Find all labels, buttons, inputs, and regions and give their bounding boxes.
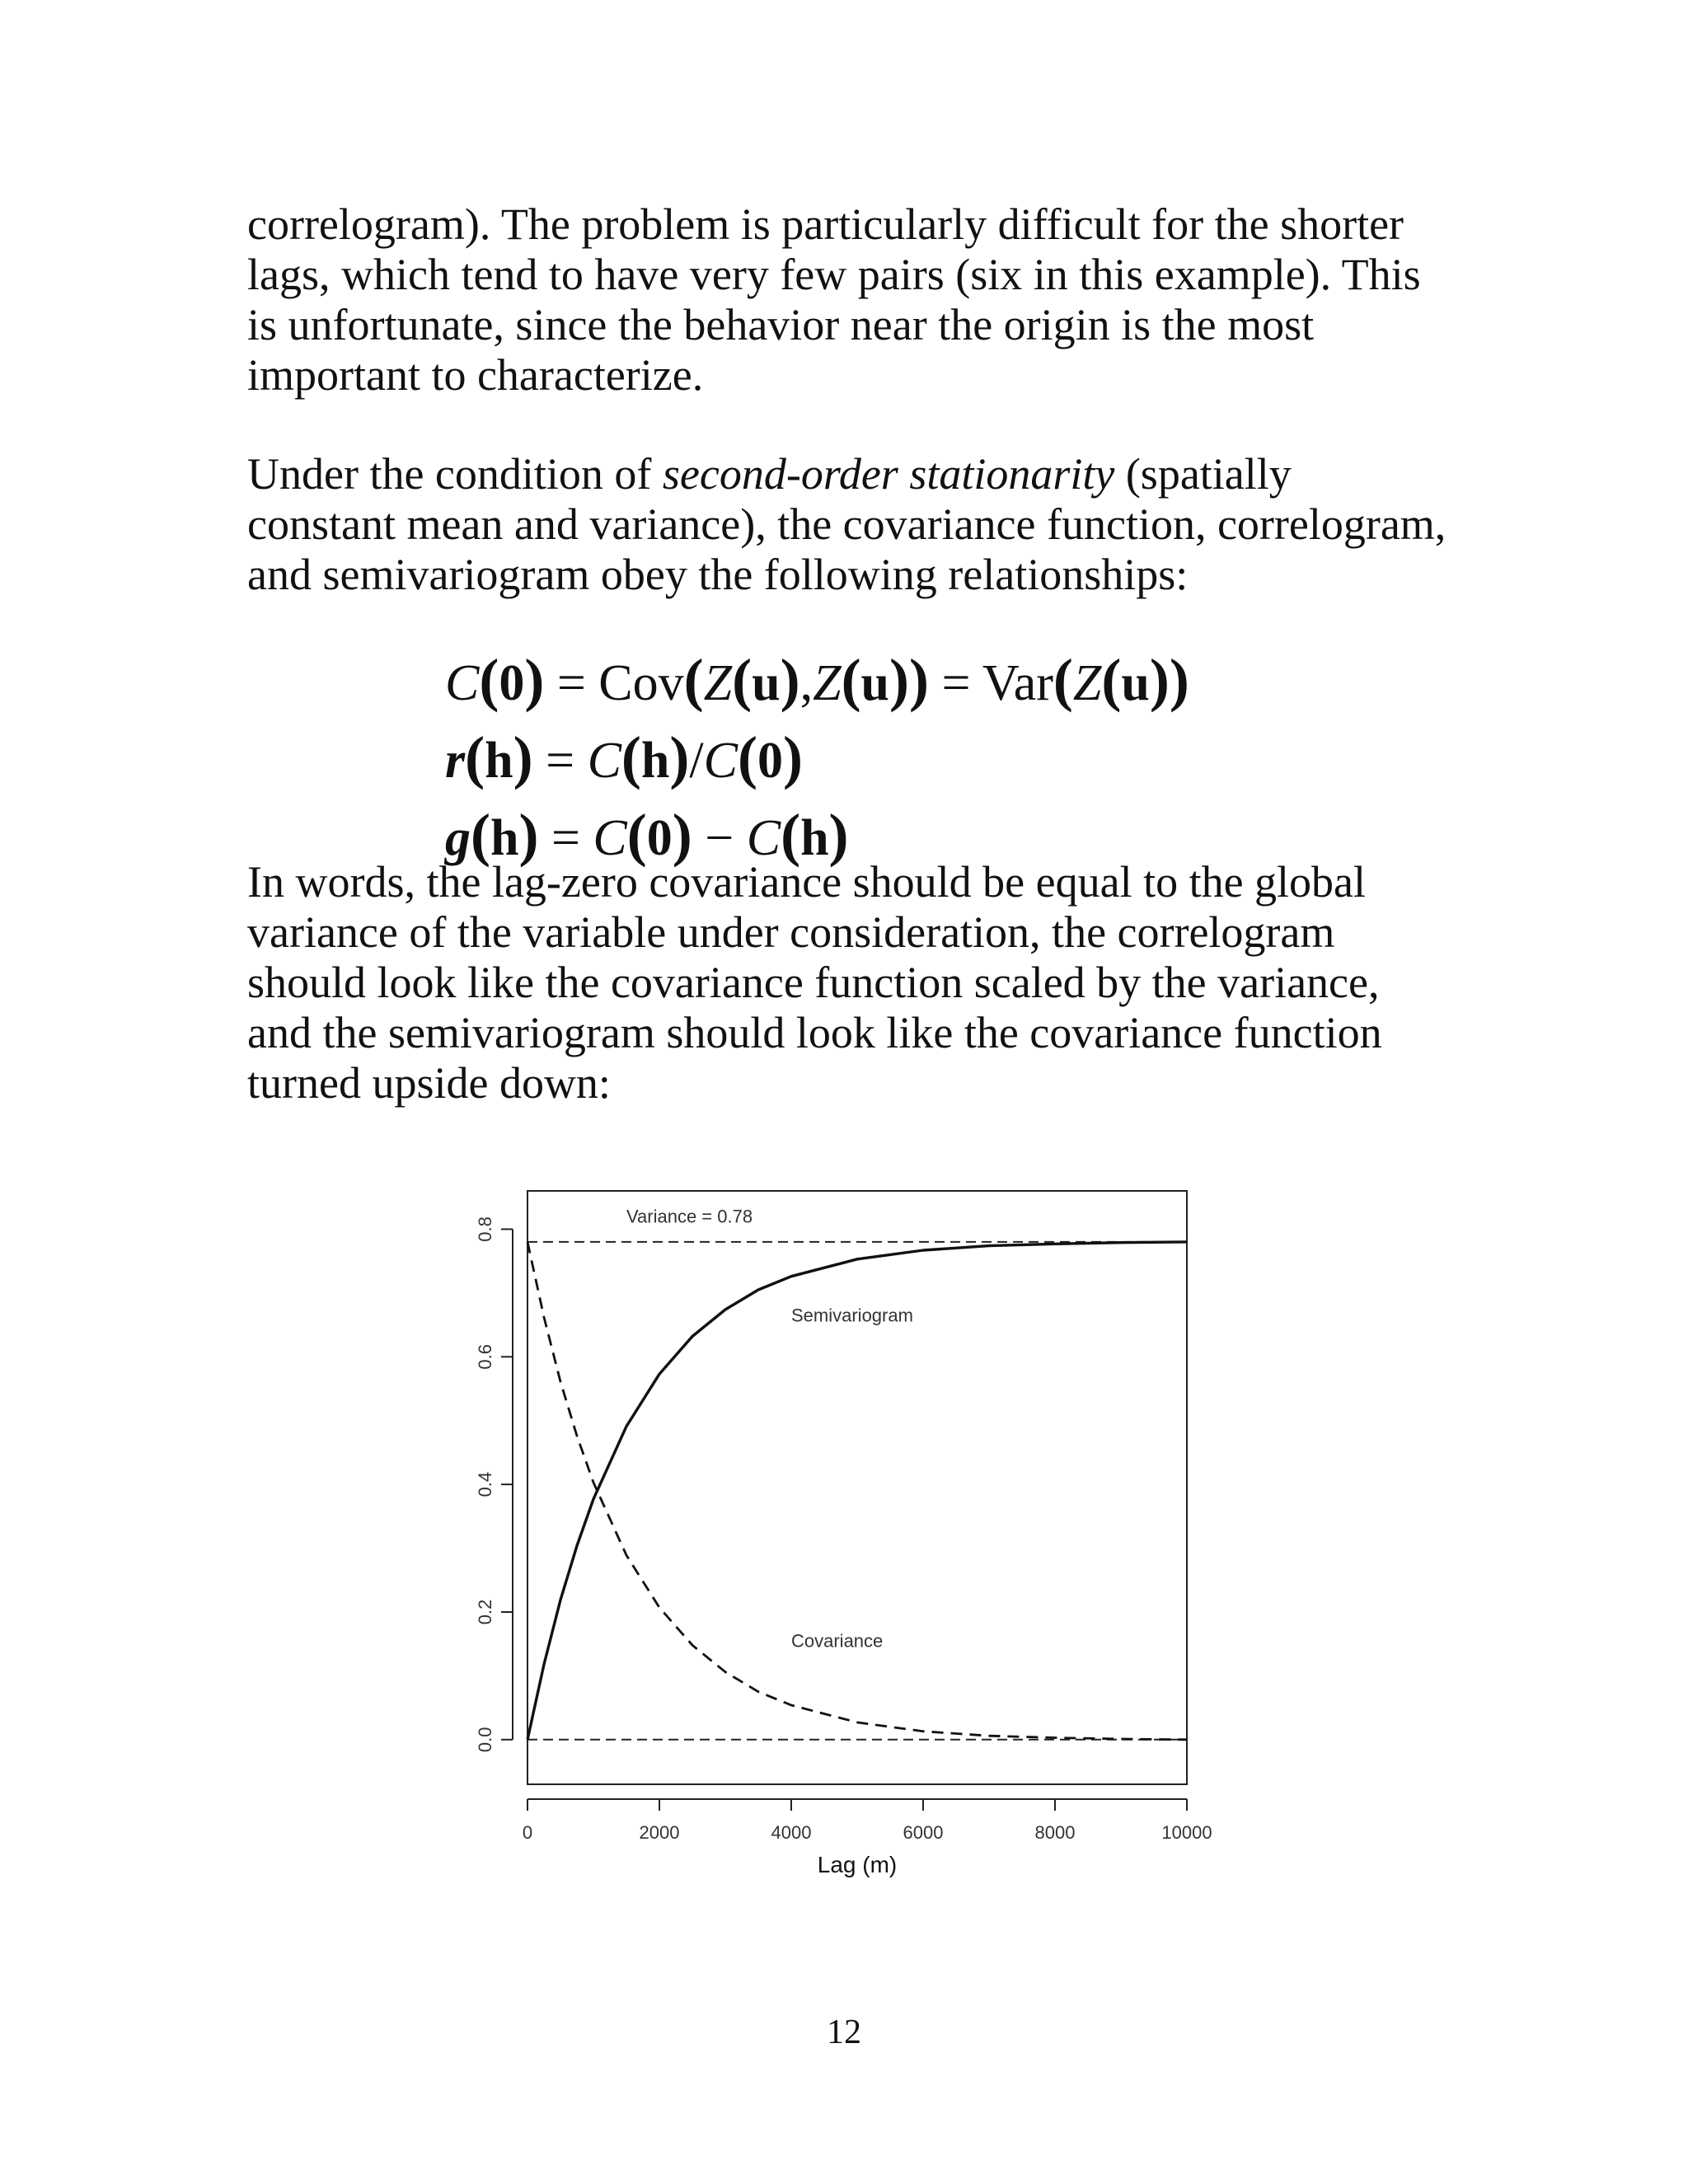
symbol-h: h [485,733,513,789]
x-tick-label: 10000 [1161,1822,1212,1843]
x-axis [523,1799,1212,1843]
y-tick-label: 0.4 [475,1471,495,1497]
x-tick-label: 4000 [771,1822,812,1843]
paragraph-text: (spatially constant mean and variance), the covariance function, correlogram, and semivariogram obey the following relationships: [247,449,1447,599]
symbol-u: u [752,655,781,711]
symbol-C: C [587,733,621,789]
x-axis-label: Lag (m) [817,1852,898,1877]
y-tick-label: 0.6 [475,1343,495,1370]
x-tick-label: 2000 [639,1822,680,1843]
symbol-zero: 0 [757,733,783,789]
emphasis-term: second-order stationarity [662,449,1115,499]
chart-annotation: Covariance [791,1630,884,1652]
x-tick-label: 8000 [1034,1822,1076,1843]
symbol-u: u [1121,655,1150,711]
symbol-Z: Z [703,655,733,711]
equation-block [445,641,1352,874]
symbol-u: u [860,655,890,711]
y-tick-label: 0.2 [475,1599,495,1625]
page-number: 12 [827,2013,861,2051]
division-slash: / [689,733,704,789]
symbol-h: h [640,733,670,789]
symbol-C: C [445,655,480,711]
chart-annotation: Semivariogram [791,1305,913,1326]
cov-operator: Cov [598,655,684,711]
paragraph-text: Under the condition of [247,449,663,499]
symbol-Z: Z [1072,655,1102,711]
x-tick-label: 6000 [903,1822,944,1843]
chart-annotations [626,1207,913,1652]
symbol-C: C [746,810,781,866]
equals-sign: = [532,733,588,789]
symbol-g: g [445,810,471,866]
symbol-zero: 0 [646,810,673,866]
y-tick-label: 0.8 [475,1216,495,1242]
symbol-C: C [593,810,627,866]
symbol-h: h [800,810,829,866]
equals-sign: = [538,810,593,866]
chart-annotation: Variance = 0.78 [626,1206,753,1227]
symbol-Z: Z [813,655,842,711]
minus-sign: − [692,810,747,866]
paragraph-stationarity [247,449,1451,600]
comma: , [799,655,814,711]
equation-correlogram: r(h) = C(h)/C(0) [445,724,803,790]
var-operator: Var [982,655,1053,711]
equation-lag-zero-covariance: C(0) = Cov(Z(u),Z(u)) = Var(Z(u)) [445,647,1189,713]
equation-semivariogram: g(h) = C(0) − C(h) [445,802,849,868]
symbol-h: h [490,810,519,866]
x-tick-label: 0 [522,1822,533,1843]
y-axis [475,1216,513,1752]
paragraph-intro: correlogram). The problem is particularly difficult for the shorter lags, which tend to have very few pairs (six in this example). This is unfortunate, since the behavior near the origin is the most important to characterize. [247,199,1421,400]
semivariogram-covariance-chart [462,1174,1236,1900]
equals-sign: = [544,655,599,711]
paragraph-interpretation: In words, the lag-zero covariance should be equal to the global variance of the variable under consideration, the correlogram should look like the covariance function scaled by the variance, and the semivariogram should look like the covariance function turned upside down: [247,857,1382,1108]
symbol-zero: 0 [499,655,525,711]
symbol-r: r [445,733,466,789]
y-tick-label: 0.0 [475,1727,495,1753]
plot-frame [528,1191,1187,1784]
equals-sign: = [928,655,982,711]
symbol-C: C [703,733,738,789]
